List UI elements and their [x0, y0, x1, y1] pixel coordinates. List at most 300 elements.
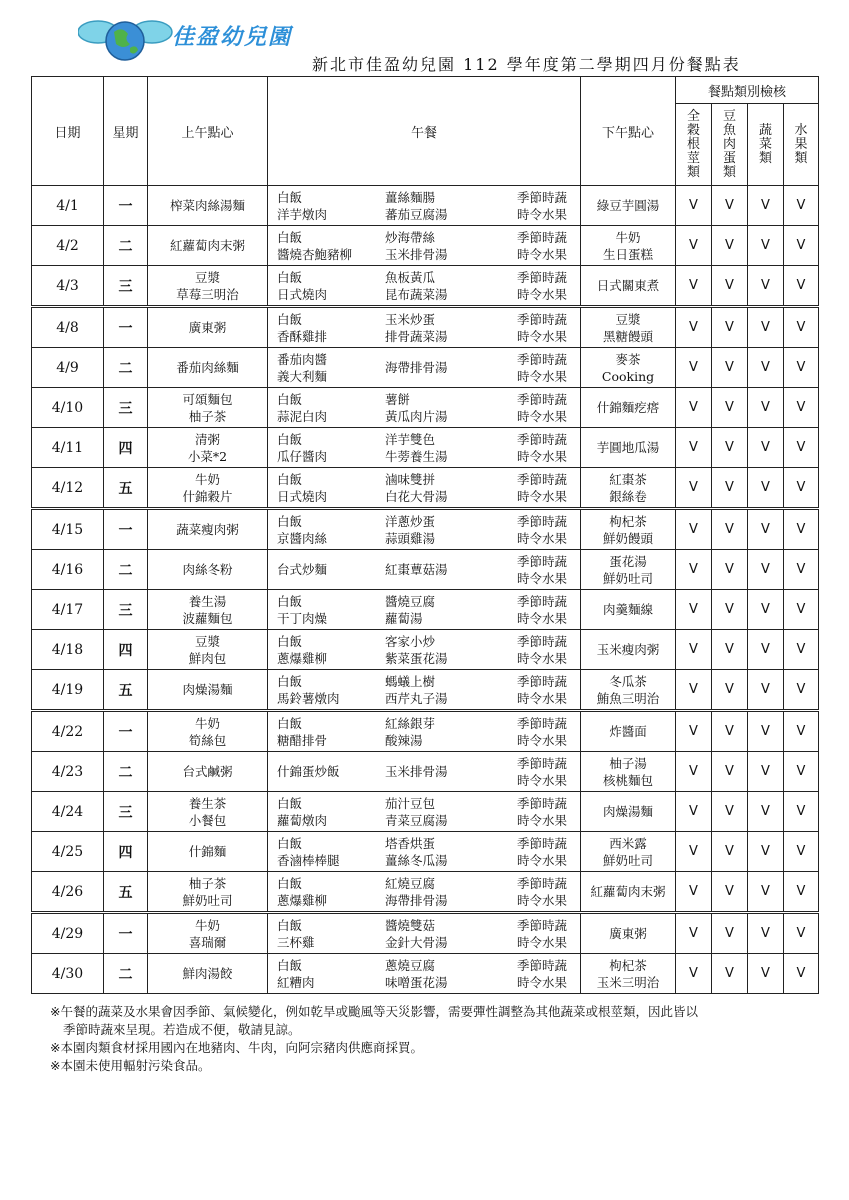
afternoon-snack-item: 廣東粥 — [609, 926, 647, 941]
check-mark-cell: V — [712, 711, 748, 752]
date-cell: 4/24 — [32, 792, 104, 832]
morning-snack-item: 豆漿 — [194, 269, 220, 285]
check-mark-cell: V — [748, 186, 784, 226]
lunch-item: 時令水果 — [517, 246, 568, 262]
check-mark-cell: V — [712, 792, 748, 832]
morning-snack-cell — [148, 186, 268, 226]
afternoon-snack-cell — [581, 913, 676, 954]
header-check-char: 類 — [794, 150, 808, 166]
date-cell: 4/19 — [32, 670, 104, 711]
morning-snack-cell — [148, 670, 268, 711]
lunch-item: 紅棗蕈菇湯 — [385, 562, 448, 577]
lunch-item: 時令水果 — [517, 328, 568, 344]
lunch-cell — [268, 468, 581, 509]
lunch-grid — [268, 351, 580, 385]
lunch-item: 昆布蔬菜湯 — [385, 286, 448, 302]
lunch-item: 季節時蔬 — [517, 351, 568, 367]
lunch-grid — [268, 391, 580, 425]
lunch-grid — [268, 229, 580, 263]
check-mark-cell: V — [748, 752, 784, 792]
check-mark-cell: V — [676, 388, 712, 428]
check-mark-cell: V — [784, 348, 819, 388]
check-mark-cell: V — [784, 711, 819, 752]
date-cell: 4/3 — [32, 266, 104, 307]
morning-snack-cell — [148, 509, 268, 550]
lunch-cell — [268, 266, 581, 307]
lunch-grid — [268, 593, 580, 627]
table-row — [32, 226, 819, 266]
afternoon-snack-item: 西米露 — [609, 835, 647, 851]
lunch-item: 洋芋雙色 — [385, 431, 436, 447]
check-mark-cell: V — [784, 670, 819, 711]
weekday-cell: 三 — [104, 388, 148, 428]
morning-snack-item: 豆漿 — [194, 633, 220, 649]
check-mark-cell: V — [676, 428, 712, 468]
morning-snack-item: 紅蘿蔔肉末粥 — [169, 238, 245, 253]
afternoon-snack-item: 枸杞茶 — [609, 957, 647, 973]
header-check-char: 穀 — [686, 122, 700, 138]
lunch-item: 蘿蔔湯 — [385, 610, 423, 626]
lunch-item: 季節時蔬 — [517, 311, 568, 327]
header-check-char: 莖 — [686, 150, 700, 166]
afternoon-snack-cell — [581, 670, 676, 711]
table-row — [32, 348, 819, 388]
check-mark-cell: V — [676, 752, 712, 792]
lunch-item: 時令水果 — [517, 610, 568, 626]
check-mark-cell: V — [676, 186, 712, 226]
afternoon-snack-item: 鮪魚三明治 — [596, 690, 660, 706]
note-line: ※午餐的蔬菜及水果會因季節、氣候變化，例如乾旱或颱風等天災影響，需要彈性調整為其他蔬菜或根莖類，因此皆以 — [50, 1004, 698, 1019]
lunch-item: 時令水果 — [517, 812, 568, 828]
afternoon-snack-item: 鮮奶吐司 — [602, 570, 653, 586]
lunch-item: 白飯 — [277, 513, 303, 529]
check-mark-cell: V — [676, 550, 712, 590]
afternoon-snack-item: 蛋花湯 — [609, 553, 647, 569]
table-row — [32, 792, 819, 832]
lunch-item: 義大利麵 — [277, 368, 328, 384]
header-check-col — [712, 104, 748, 186]
lunch-cell — [268, 428, 581, 468]
header-check-char: 類 — [758, 150, 772, 166]
weekday-cell: 二 — [104, 752, 148, 792]
date-cell: 4/30 — [32, 954, 104, 994]
lunch-item: 白飯 — [277, 715, 303, 731]
morning-snack-cell — [148, 711, 268, 752]
lunch-cell — [268, 186, 581, 226]
lunch-item: 季節時蔬 — [517, 189, 568, 205]
date-cell: 4/25 — [32, 832, 104, 872]
check-mark-cell: V — [676, 226, 712, 266]
header-check-char: 蔬 — [758, 122, 772, 138]
check-mark-cell: V — [748, 550, 784, 590]
check-mark-cell: V — [676, 711, 712, 752]
header-weekday: 星期 — [104, 77, 148, 186]
check-mark-cell: V — [712, 670, 748, 711]
weekday-cell: 三 — [104, 792, 148, 832]
check-mark-cell: V — [748, 468, 784, 509]
lunch-item: 季節時蔬 — [517, 835, 568, 851]
lunch-item: 時令水果 — [517, 286, 568, 302]
check-mark-cell: V — [712, 954, 748, 994]
check-mark-cell: V — [676, 913, 712, 954]
lunch-grid — [268, 957, 580, 991]
lunch-item: 時令水果 — [517, 732, 568, 748]
date-cell: 4/22 — [32, 711, 104, 752]
check-mark-cell: V — [784, 550, 819, 590]
lunch-item: 季節時蔬 — [517, 553, 568, 569]
check-mark-cell: V — [748, 428, 784, 468]
table-row — [32, 550, 819, 590]
note-line: ※本園肉類食材採用國內在地豬肉、牛肉，向阿宗豬肉供應商採買。 — [50, 1040, 423, 1055]
lunch-item: 白飯 — [277, 673, 303, 689]
lunch-item: 時令水果 — [517, 650, 568, 666]
lunch-item: 薑絲冬瓜湯 — [385, 852, 448, 868]
page-title: 新北市佳盈幼兒園 112 學年度第二學期四月份餐點表 — [312, 55, 741, 74]
table-row — [32, 630, 819, 670]
check-mark-cell: V — [784, 630, 819, 670]
table-row — [32, 186, 819, 226]
check-mark-cell: V — [712, 509, 748, 550]
check-mark-cell: V — [676, 266, 712, 307]
check-mark-cell: V — [784, 468, 819, 509]
header-check-col — [748, 104, 784, 186]
lunch-cell — [268, 872, 581, 913]
lunch-cell — [268, 550, 581, 590]
weekday-cell: 二 — [104, 550, 148, 590]
table-row — [32, 711, 819, 752]
lunch-item: 蔥燒豆腐 — [385, 957, 436, 973]
lunch-item: 白飯 — [277, 471, 303, 487]
header-check-char: 肉 — [722, 136, 736, 152]
table-row — [32, 590, 819, 630]
header-check-char: 類 — [722, 164, 736, 180]
lunch-item: 客家小炒 — [385, 633, 436, 649]
morning-snack-item: 什錦穀片 — [182, 488, 233, 504]
check-mark-cell: V — [712, 872, 748, 913]
afternoon-snack-item: 玉米瘦肉粥 — [596, 642, 660, 657]
morning-snack-item: 牛奶 — [194, 471, 220, 487]
lunch-grid — [268, 553, 580, 587]
afternoon-snack-cell — [581, 832, 676, 872]
lunch-item: 白飯 — [277, 431, 303, 447]
lunch-item: 海帶排骨湯 — [385, 360, 448, 375]
date-cell: 4/9 — [32, 348, 104, 388]
lunch-item: 蒜泥白肉 — [277, 408, 328, 424]
table-row — [32, 913, 819, 954]
lunch-item: 季節時蔬 — [517, 269, 568, 285]
afternoon-snack-item: 麥茶 — [615, 351, 641, 367]
morning-snack-cell — [148, 832, 268, 872]
lunch-item: 季節時蔬 — [517, 795, 568, 811]
weekday-cell: 一 — [104, 186, 148, 226]
lunch-item: 時令水果 — [517, 892, 568, 908]
morning-snack-cell — [148, 550, 268, 590]
lunch-item: 香滷棒棒腿 — [277, 852, 340, 868]
lunch-item: 白花大骨湯 — [385, 488, 448, 504]
check-mark-cell: V — [712, 186, 748, 226]
lunch-grid — [268, 189, 580, 223]
check-mark-cell: V — [748, 226, 784, 266]
check-mark-cell: V — [676, 670, 712, 711]
check-mark-cell: V — [676, 872, 712, 913]
check-mark-cell: V — [784, 954, 819, 994]
header-check-char: 水 — [794, 122, 808, 138]
lunch-item: 玉米排骨湯 — [385, 764, 448, 779]
date-cell: 4/17 — [32, 590, 104, 630]
weekday-cell: 一 — [104, 307, 148, 348]
lunch-cell — [268, 509, 581, 550]
lunch-item: 洋蔥炒蛋 — [385, 513, 436, 529]
morning-snack-cell — [148, 913, 268, 954]
check-mark-cell: V — [712, 428, 748, 468]
lunch-grid — [268, 431, 580, 465]
lunch-item: 瓜仔醬肉 — [277, 448, 328, 464]
lunch-grid — [268, 755, 580, 789]
lunch-item: 蒜頭雞湯 — [385, 530, 436, 546]
check-mark-cell: V — [676, 307, 712, 348]
lunch-item: 季節時蔬 — [517, 917, 568, 933]
date-cell: 4/15 — [32, 509, 104, 550]
morning-snack-item: 小菜*2 — [187, 448, 228, 464]
lunch-item: 醬燒杏鮑豬柳 — [277, 246, 353, 262]
lunch-grid — [268, 311, 580, 345]
table-row — [32, 670, 819, 711]
header-check-char: 魚 — [722, 122, 736, 138]
check-mark-cell: V — [676, 630, 712, 670]
lunch-item: 白飯 — [277, 957, 303, 973]
lunch-item: 白飯 — [277, 311, 303, 327]
morning-snack-item: 筍絲包 — [188, 732, 227, 748]
afternoon-snack-item: 芋圓地瓜湯 — [596, 440, 660, 455]
lunch-item: 時令水果 — [517, 690, 568, 706]
lunch-item: 洋芋燉肉 — [277, 206, 328, 222]
lunch-item: 京醬肉絲 — [277, 530, 328, 546]
weekday-cell: 四 — [104, 428, 148, 468]
check-mark-cell: V — [676, 832, 712, 872]
lunch-item: 時令水果 — [517, 368, 568, 384]
check-mark-cell: V — [712, 550, 748, 590]
lunch-item: 白飯 — [277, 835, 303, 851]
header-lunch: 午餐 — [268, 77, 581, 186]
lunch-item: 薯餅 — [385, 391, 411, 407]
lunch-item: 蔥爆雞柳 — [277, 650, 328, 666]
notes — [50, 1003, 810, 1075]
lunch-item: 薑絲麵腸 — [385, 189, 436, 205]
date-cell: 4/12 — [32, 468, 104, 509]
weekday-cell: 五 — [104, 872, 148, 913]
morning-snack-cell — [148, 954, 268, 994]
lunch-item: 海帶排骨湯 — [385, 892, 448, 908]
afternoon-snack-cell — [581, 509, 676, 550]
lunch-item: 酸辣湯 — [385, 732, 423, 748]
morning-snack-cell — [148, 307, 268, 348]
weekday-cell: 二 — [104, 348, 148, 388]
header-check-col — [784, 104, 819, 186]
lunch-item: 蔥爆雞柳 — [277, 892, 328, 908]
lunch-item: 季節時蔬 — [517, 391, 568, 407]
lunch-item: 紅糟肉 — [277, 974, 315, 990]
afternoon-snack-item: 冬瓜茶 — [609, 673, 647, 689]
afternoon-snack-cell — [581, 872, 676, 913]
afternoon-snack-item: 生日蛋糕 — [602, 246, 653, 262]
afternoon-snack-item: 什錦麵疙瘩 — [596, 400, 660, 415]
lunch-item: 季節時蔬 — [517, 673, 568, 689]
afternoon-snack-cell — [581, 792, 676, 832]
morning-snack-cell — [148, 752, 268, 792]
check-mark-cell: V — [784, 509, 819, 550]
date-cell: 4/29 — [32, 913, 104, 954]
check-mark-cell: V — [712, 307, 748, 348]
afternoon-snack-item: 銀絲卷 — [609, 488, 647, 504]
check-mark-cell: V — [748, 590, 784, 630]
lunch-cell — [268, 711, 581, 752]
header-check-char: 全 — [686, 108, 700, 124]
afternoon-snack-cell — [581, 630, 676, 670]
check-mark-cell: V — [712, 388, 748, 428]
meal-table — [31, 76, 819, 994]
lunch-item: 三杯雞 — [277, 934, 315, 950]
afternoon-snack-cell — [581, 468, 676, 509]
lunch-item: 季節時蔬 — [517, 513, 568, 529]
lunch-grid — [268, 673, 580, 707]
check-mark-cell: V — [712, 348, 748, 388]
check-mark-cell: V — [748, 872, 784, 913]
lunch-item: 醬燒雙菇 — [385, 917, 436, 933]
check-mark-cell: V — [748, 509, 784, 550]
date-cell: 4/16 — [32, 550, 104, 590]
lunch-item: 西芹丸子湯 — [385, 690, 448, 706]
check-mark-cell: V — [784, 186, 819, 226]
note-line: 季節時蔬來呈現。若造成不便，敬請見諒。 — [63, 1022, 301, 1037]
lunch-grid — [268, 471, 580, 505]
morning-snack-item: 鮮奶吐司 — [182, 892, 233, 908]
morning-snack-item: 蔬菜瘦肉粥 — [176, 522, 239, 537]
check-mark-cell: V — [784, 266, 819, 307]
lunch-cell — [268, 913, 581, 954]
lunch-item: 紅絲銀芽 — [385, 715, 436, 731]
lunch-item: 牛蒡養生湯 — [385, 448, 448, 464]
date-cell: 4/8 — [32, 307, 104, 348]
check-mark-cell: V — [748, 266, 784, 307]
check-mark-cell: V — [676, 509, 712, 550]
lunch-item: 白飯 — [277, 391, 303, 407]
check-mark-cell: V — [748, 630, 784, 670]
table-row — [32, 872, 819, 913]
lunch-item: 時令水果 — [517, 934, 568, 950]
lunch-grid — [268, 513, 580, 547]
header-check-group: 餐點類別檢核 — [676, 77, 819, 104]
header-check-char: 菜 — [758, 136, 772, 152]
lunch-item: 醬燒豆腐 — [385, 593, 436, 609]
check-mark-cell: V — [748, 348, 784, 388]
morning-snack-item: 鮮肉包 — [188, 650, 227, 666]
weekday-cell: 四 — [104, 832, 148, 872]
morning-snack-cell — [148, 348, 268, 388]
check-mark-cell: V — [784, 752, 819, 792]
check-mark-cell: V — [712, 752, 748, 792]
date-cell: 4/18 — [32, 630, 104, 670]
morning-snack-cell — [148, 428, 268, 468]
lunch-grid — [268, 875, 580, 909]
weekday-cell: 四 — [104, 630, 148, 670]
lunch-item: 糖醋排骨 — [277, 732, 328, 748]
header-check-char: 類 — [686, 164, 700, 180]
morning-snack-item: 廣東粥 — [188, 320, 227, 335]
morning-snack-item: 小餐包 — [188, 812, 227, 828]
check-mark-cell: V — [712, 832, 748, 872]
morning-snack-cell — [148, 226, 268, 266]
lunch-item: 白飯 — [277, 633, 303, 649]
table-row — [32, 509, 819, 550]
afternoon-snack-cell — [581, 590, 676, 630]
afternoon-snack-cell — [581, 428, 676, 468]
check-mark-cell: V — [676, 590, 712, 630]
morning-snack-item: 喜瑞爾 — [188, 934, 227, 950]
morning-snack-item: 牛奶 — [194, 715, 220, 731]
lunch-item: 紫菜蛋花湯 — [385, 650, 448, 666]
lunch-item: 季節時蔬 — [517, 755, 568, 771]
morning-snack-item: 清粥 — [194, 431, 220, 447]
morning-snack-item: 草莓三明治 — [176, 286, 239, 302]
lunch-cell — [268, 670, 581, 711]
morning-snack-cell — [148, 872, 268, 913]
lunch-item: 玉米炒蛋 — [385, 311, 436, 327]
morning-snack-item: 柚子茶 — [188, 408, 227, 424]
check-mark-cell: V — [748, 388, 784, 428]
header-morning-snack: 上午點心 — [148, 77, 268, 186]
check-mark-cell: V — [784, 388, 819, 428]
weekday-cell: 三 — [104, 266, 148, 307]
lunch-item: 紅燒豆腐 — [385, 875, 436, 891]
weekday-cell: 五 — [104, 468, 148, 509]
lunch-item: 季節時蔬 — [517, 633, 568, 649]
lunch-grid — [268, 795, 580, 829]
afternoon-snack-item: 玉米三明治 — [596, 974, 660, 990]
lunch-item: 青菜豆腐湯 — [385, 812, 448, 828]
morning-snack-item: 肉絲冬粉 — [182, 562, 233, 577]
afternoon-snack-cell — [581, 550, 676, 590]
lunch-item: 白飯 — [277, 269, 303, 285]
morning-snack-cell — [148, 792, 268, 832]
check-mark-cell: V — [712, 226, 748, 266]
weekday-cell: 一 — [104, 509, 148, 550]
afternoon-snack-item: 柚子湯 — [609, 755, 647, 771]
lunch-item: 黃瓜肉片湯 — [385, 408, 448, 424]
check-mark-cell: V — [748, 711, 784, 752]
lunch-item: 季節時蔬 — [517, 229, 568, 245]
afternoon-snack-item: 核桃麵包 — [602, 772, 653, 788]
lunch-item: 魚板黃瓜 — [385, 269, 436, 285]
check-mark-cell: V — [784, 872, 819, 913]
table-row — [32, 468, 819, 509]
lunch-cell — [268, 832, 581, 872]
check-mark-cell: V — [748, 913, 784, 954]
lunch-item: 季節時蔬 — [517, 471, 568, 487]
lunch-item: 時令水果 — [517, 852, 568, 868]
afternoon-snack-cell — [581, 711, 676, 752]
check-mark-cell: V — [784, 792, 819, 832]
lunch-item: 季節時蔬 — [517, 957, 568, 973]
lunch-item: 時令水果 — [517, 448, 568, 464]
date-cell: 4/10 — [32, 388, 104, 428]
check-mark-cell: V — [712, 590, 748, 630]
morning-snack-item: 肉燥湯麵 — [182, 682, 233, 697]
lunch-item: 白飯 — [277, 229, 303, 245]
lunch-item: 玉米排骨湯 — [385, 246, 448, 262]
check-mark-cell: V — [748, 832, 784, 872]
date-cell: 4/1 — [32, 186, 104, 226]
lunch-cell — [268, 307, 581, 348]
